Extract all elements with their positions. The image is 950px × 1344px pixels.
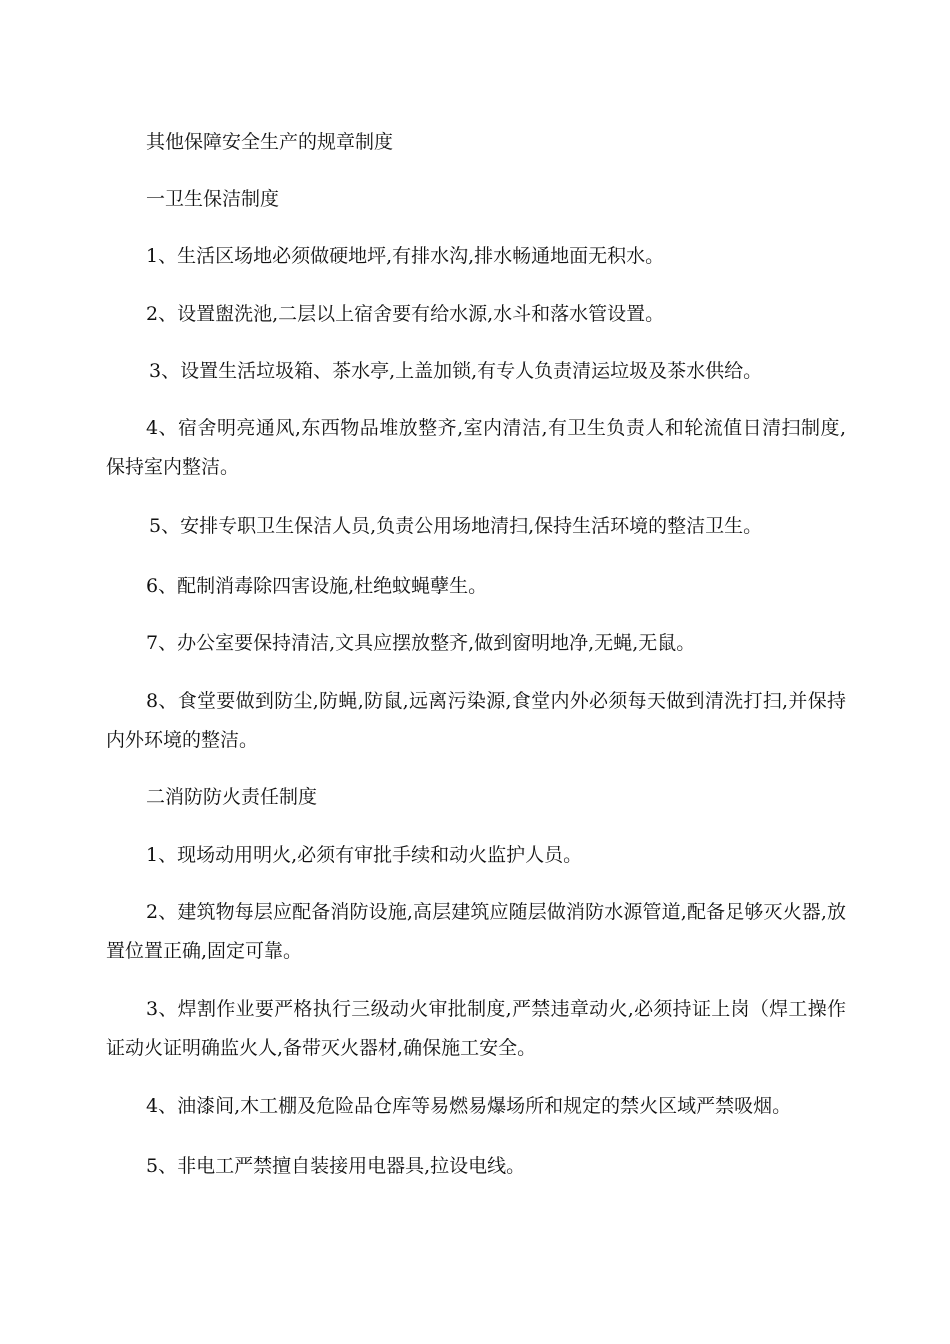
- hygiene-item-2: 2、设置盥洗池,二层以上宿舍要有给水源,水斗和落水管设置。: [146, 303, 665, 325]
- hygiene-item-4: 4、宿舍明亮通风,东西物品堆放整齐,室内清洁,有卫生负责人和轮流值日清扫制度,保持室内整洁。: [106, 417, 846, 478]
- fire-item-4: 4、油漆间,木工棚及危险品仓库等易燃易爆场所和规定的禁火区域严禁吸烟。: [146, 1095, 792, 1117]
- hygiene-item-8: 8、食堂要做到防尘,防蝇,防鼠,远离污染源,食堂内外必须每天做到清洗打扫,并保持内外环境的整洁。: [106, 690, 846, 751]
- fire-item-2: 2、建筑物每层应配备消防设施,高层建筑应随层做消防水源管道,配备足够灭火器,放置位置正确,固定可靠。: [106, 901, 846, 962]
- document-title: 其他保障安全生产的规章制度: [146, 131, 394, 153]
- fire-item-1: 1、现场动用明火,必须有审批手续和动火监护人员。: [146, 844, 583, 866]
- section-heading-fire: 二消防防火责任制度: [146, 786, 318, 808]
- fire-item-3: 3、焊割作业要严格执行三级动火审批制度,严禁违章动火,必须持证上岗（焊工操作证动火证明确监火人,备带灭火器材,确保施工安全。: [106, 998, 846, 1059]
- hygiene-item-7: 7、办公室要保持清洁,文具应摆放整齐,做到窗明地净,无蝇,无鼠。: [146, 632, 696, 654]
- section-heading-hygiene: 一卫生保洁制度: [146, 188, 280, 210]
- hygiene-item-6: 6、配制消毒除四害设施,杜绝蚊蝇孽生。: [146, 575, 488, 597]
- hygiene-item-3: 3、设置生活垃圾箱、茶水亭,上盖加锁,有专人负责清运垃圾及茶水供给。: [149, 360, 763, 382]
- fire-item-5: 5、非电工严禁擅自装接用电器具,拉设电线。: [146, 1155, 526, 1177]
- hygiene-item-5: 5、安排专职卫生保洁人员,负责公用场地清扫,保持生活环境的整洁卫生。: [149, 515, 763, 537]
- hygiene-item-1: 1、生活区场地必须做硬地坪,有排水沟,排水畅通地面无积水。: [146, 245, 665, 267]
